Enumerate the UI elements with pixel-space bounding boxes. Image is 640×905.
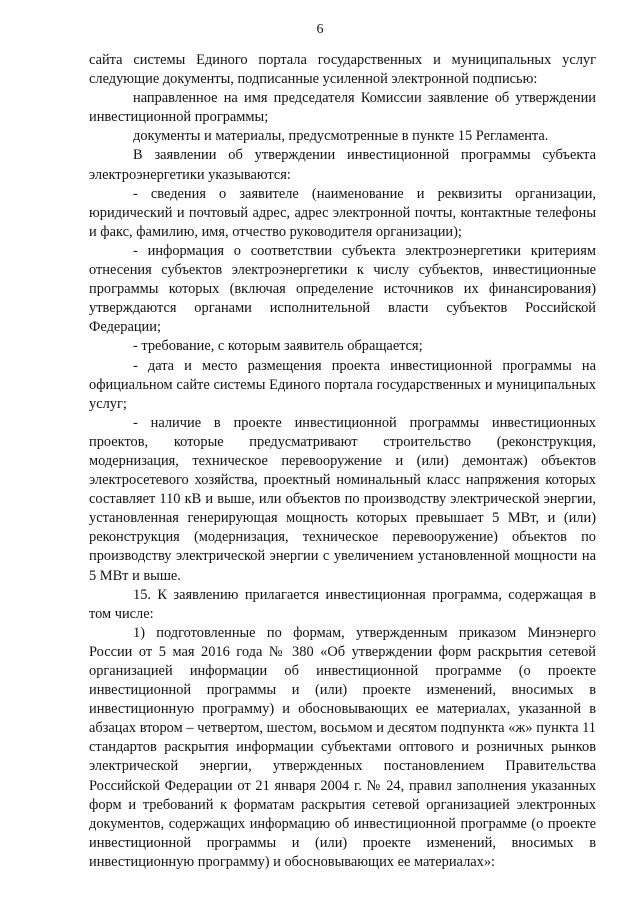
paragraph-continuation: сайта системы Единого портала государственных и муниципальных услуг следующие документы, подписанные усиленной электронной подписью:: [89, 52, 596, 88]
paragraph-subclause-1: 1) подготовленные по формам, утвержденным приказом Минэнерго России от 5 мая 2016 года № 380 «Об утверждении форм раскрытия сетевой организацией информации об инвестиционной программе (о проекте инвестиционной программы и (или) проекте изменений, вносимых в инвестиционную программу) и обосновывающих ее материалах, указанной в абзацах втором – четвертом, шестом, восьмом и десятом подпункта «ж» пункта 11 стандартов раскрытия информации субъектами оптового и розничных рынков электрической энергии, утвержденных постановлением Правительства Российской Федерации от 21 января 2004 г. № 24, правил заполнения указанных форм и требований к форматам раскрытия сетевой организацией электронных документов, содержащих информацию об инвестиционной программе (о проекте инвестиционной программы и (или) проекте изменений, вносимых в инвестиционную программу) и обосновывающих ее материалах»:: [89, 624, 596, 870]
paragraph-application-contents: В заявлении об утверждении инвестиционной программы субъекта электроэнергетики указываются:: [89, 147, 596, 183]
list-item-criteria-info: - информация о соответствии субъекта электроэнергетики критериям отнесения субъектов электроэнергетики к числу субъектов, инвестиционные программы которых (включая определение источников их финансирования) утверждаются органами исполнительной власти субъектов Российской Федерации;: [89, 242, 596, 336]
list-item-publication-date: - дата и место размещения проекта инвестиционной программы на официальном сайте системы Единого портала государственных и муниципальных услуг;: [89, 357, 596, 412]
paragraph-documents: документы и материалы, предусмотренные в пункте 15 Регламента.: [133, 128, 549, 145]
page-number: 6: [316, 22, 324, 37]
list-item-applicant-info: - сведения о заявителе (наименование и реквизиты организации, юридический и почтовый адрес, адрес электронной почты, контактные телефоны и факс, фамилию, имя, отчество руководителя организации);: [89, 185, 596, 240]
paragraph-clause-15: 15. К заявлению прилагается инвестиционная программа, содержащая в том числе:: [89, 586, 596, 622]
document-body: [89, 51, 596, 872]
list-item-requirement: - требование, с которым заявитель обращается;: [133, 338, 423, 355]
paragraph-application: направленное на имя председателя Комиссии заявление об утверждении инвестиционной программы;: [89, 90, 596, 126]
list-item-projects: - наличие в проекте инвестиционной программы инвестиционных проектов, которые предусматривают строительство (реконструкция, модернизация, техническое перевооружение и (или) демонтаж) объектов электросетевого хозяйства, проектный номинальный класс напряжения которых составляет 110 кВ и выше, или объектов по производству электрической энергии, установленная генерирующая мощность которых превышает 5 МВт, и (или) реконструкция (модернизация, техническое перевооружение) объектов по производству электрической энергии с увеличением установленной мощности на 5 МВт и выше.: [89, 414, 596, 584]
